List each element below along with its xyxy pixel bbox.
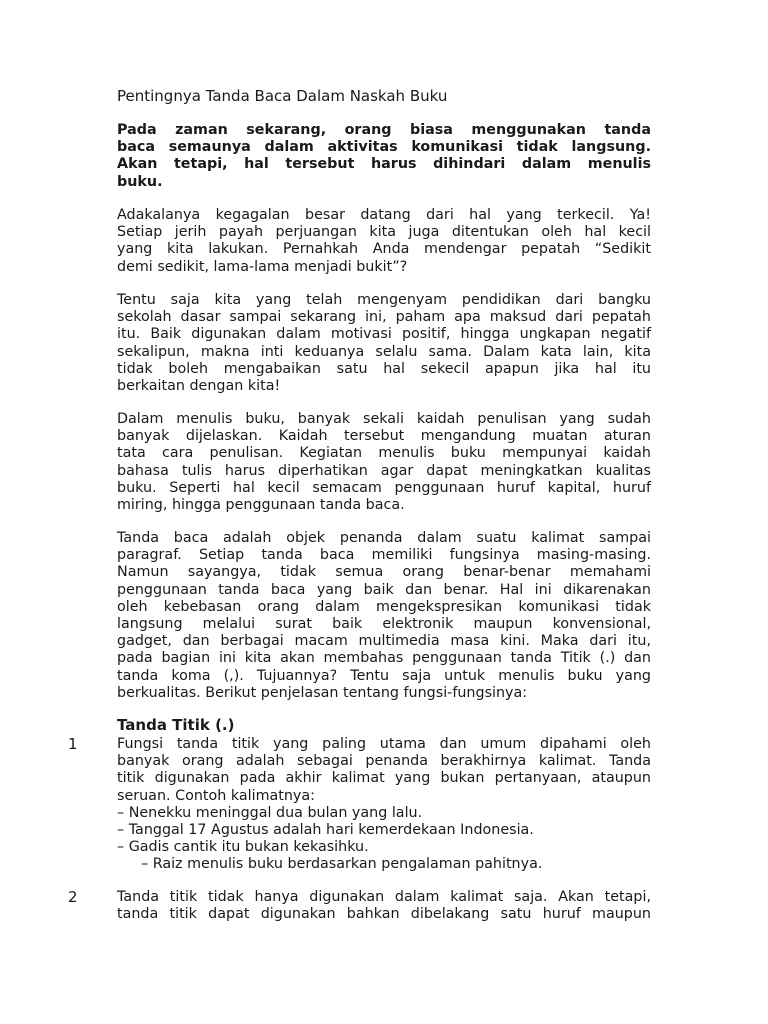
list-item-2 [117, 889, 651, 923]
text-line: Fungsi tanda titik yang paling utama dan umum dipahami oleh [117, 736, 651, 752]
text-line: sekalipun, makna inti keduanya selalu sama. Dalam kata lain, kita [117, 343, 651, 360]
text-line: oleh kebebasan orang dalam mengekspresikan komunikasi tidak [117, 598, 651, 615]
paragraph-2 [117, 292, 651, 395]
text-line: itu. Baik digunakan dalam motivasi positif, hingga ungkapan negatif [117, 326, 651, 343]
text-line: Setiap jerih payah perjuangan kita juga ditentukan oleh hal kecil [117, 224, 651, 241]
text-line: Dalam menulis buku, banyak sekali kaidah penulisan yang sudah [117, 411, 651, 427]
text-line: tidak boleh mengabaikan satu hal sekecil apapun jika hal itu [117, 360, 651, 377]
text-line: Akan tetapi, hal tersebut harus dihindari dalam menulis [117, 156, 651, 173]
text-line: pada bagian ini kita akan membahas penggunaan tanda Titik (.) dan [117, 650, 651, 667]
paragraph-4 [117, 530, 651, 702]
text-line: Tanda baca adalah objek penanda dalam suatu kalimat sampai [117, 530, 651, 546]
paragraph-1 [117, 207, 651, 276]
text-line: penggunaan tanda baca yang baik dan benar. Hal ini dikarenakan [117, 581, 651, 598]
list-item-1 [117, 736, 651, 874]
example-line: – Nenekku meninggal dua bulan yang lalu. [117, 804, 423, 821]
text-line: miring, hingga penggunaan tanda baca. [117, 496, 405, 513]
text-line: demi sedikit, lama-lama menjadi bukit”? [117, 258, 408, 275]
text-line: banyak orang adalah sebagai penanda berakhirnya kalimat. Tanda [117, 753, 651, 770]
text-line: baca semaunya dalam aktivitas komunikasi tidak langsung. [117, 139, 651, 156]
intro-paragraph [117, 122, 651, 191]
text-line: banyak dijelaskan. Kaidah tersebut mengandung muatan aturan [117, 428, 651, 445]
text-line: paragraf. Setiap tanda baca memiliki fungsinya masing-masing. [117, 547, 651, 564]
text-line: tata cara penulisan. Kegiatan menulis buku mempunyai kaidah [117, 445, 651, 462]
list-number-2: 2 [68, 888, 78, 906]
text-line: gadget, dan berbagai macam multimedia masa kini. Maka dari itu, [117, 633, 651, 650]
text-line: tanda titik dapat digunakan bahkan dibelakang satu huruf maupun [117, 906, 651, 923]
text-line: berkaitan dengan kita! [117, 377, 281, 394]
document-title: Pentingnya Tanda Baca Dalam Naskah Buku [117, 87, 448, 105]
list-number-1: 1 [68, 735, 78, 753]
text-line: langsung melalui surat baik elektronik maupun konvensional, [117, 615, 651, 632]
example-line: – Raiz menulis buku berdasarkan pengalaman pahitnya. [141, 856, 543, 873]
text-line: titik digunakan pada akhir kalimat yang bukan pertanyaan, ataupun [117, 770, 651, 787]
text-line: tanda koma (,). Tujuannya? Tentu saja untuk menulis buku yang [117, 667, 651, 684]
text-line: Adakalanya kegagalan besar datang dari hal yang terkecil. Ya! [117, 207, 651, 223]
text-line: Namun sayangya, tidak semua orang benar-benar memahami [117, 564, 651, 581]
example-line: – Gadis cantik itu bukan kekasihku. [117, 839, 369, 856]
text-line: seruan. Contoh kalimatnya: [117, 787, 315, 804]
text-line: Tentu saja kita yang telah mengenyam pendidikan dari bangku [117, 292, 651, 308]
text-line: buku. [117, 173, 163, 190]
text-line: berkualitas. Berikut penjelasan tentang fungsi-fungsinya: [117, 684, 528, 701]
text-line: Pada zaman sekarang, orang biasa menggunakan tanda [117, 122, 651, 138]
text-line: Tanda titik tidak hanya digunakan dalam kalimat saja. Akan tetapi, [117, 889, 651, 905]
text-line: buku. Seperti hal kecil semacam penggunaan huruf kapital, huruf [117, 479, 651, 496]
text-line: bahasa tulis harus diperhatikan agar dapat meningkatkan kualitas [117, 462, 651, 479]
paragraph-3 [117, 411, 651, 514]
text-line: sekolah dasar sampai sekarang ini, paham apa maksud dari pepatah [117, 309, 651, 326]
example-line: – Tanggal 17 Agustus adalah hari kemerdekaan Indonesia. [117, 821, 534, 838]
subheading-tanda-titik: Tanda Titik (.) [117, 716, 235, 734]
text-line: yang kita lakukan. Pernahkah Anda mendengar pepatah “Sedikit [117, 241, 651, 258]
